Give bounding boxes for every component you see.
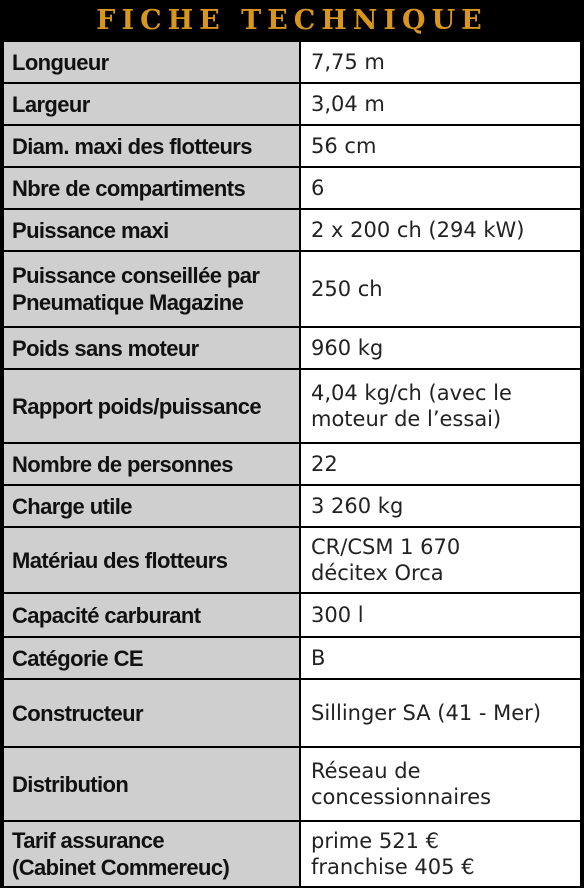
row-label: Puissance conseillée par Pneumatique Magazine — [3, 251, 300, 327]
row-value: 4,04 kg/ch (avec le moteur de l’essai) — [300, 369, 581, 443]
row-value: prime 521 € franchise 405 € — [300, 821, 581, 887]
spec-table — [2, 40, 582, 888]
row-label: Diam. maxi des flotteurs — [3, 125, 300, 167]
row-label: Nbre de compartiments — [3, 167, 300, 209]
row-value: 56 cm — [300, 125, 581, 167]
table-row — [3, 369, 581, 443]
table-row — [3, 327, 581, 369]
row-value: 3,04 m — [300, 83, 581, 125]
row-label: Catégorie CE — [3, 637, 300, 679]
table-row — [3, 251, 581, 327]
row-label: Constructeur — [3, 679, 300, 747]
row-label: Rapport poids/puissance — [3, 369, 300, 443]
table-row — [3, 593, 581, 637]
row-label: Capacité carburant — [3, 593, 300, 637]
row-value: 22 — [300, 443, 581, 485]
table-row — [3, 679, 581, 747]
table-row — [3, 167, 581, 209]
row-label: Puissance maxi — [3, 209, 300, 251]
row-label: Poids sans moteur — [3, 327, 300, 369]
row-value: Sillinger SA (41 - Mer) — [300, 679, 581, 747]
table-row — [3, 209, 581, 251]
row-value: 960 kg — [300, 327, 581, 369]
row-value: 2 x 200 ch (294 kW) — [300, 209, 581, 251]
row-label: Largeur — [3, 83, 300, 125]
row-label: Nombre de personnes — [3, 443, 300, 485]
row-label: Matériau des flotteurs — [3, 527, 300, 593]
row-value: 3 260 kg — [300, 485, 581, 527]
table-row — [3, 527, 581, 593]
table-row — [3, 83, 581, 125]
row-value: CR/CSM 1 670 décitex Orca — [300, 527, 581, 593]
row-value: 250 ch — [300, 251, 581, 327]
row-label: Tarif assurance (Cabinet Commereuc) — [3, 821, 300, 887]
table-row — [3, 637, 581, 679]
row-label: Longueur — [3, 41, 300, 83]
table-row — [3, 125, 581, 167]
row-label: Distribution — [3, 747, 300, 821]
row-value: 7,75 m — [300, 41, 581, 83]
row-label: Charge utile — [3, 485, 300, 527]
table-row — [3, 485, 581, 527]
table-row — [3, 821, 581, 887]
row-value: 300 l — [300, 593, 581, 637]
row-value: Réseau de concessionnaires — [300, 747, 581, 821]
table-row — [3, 443, 581, 485]
sheet-title: FICHE TECHNIQUE — [96, 5, 488, 36]
row-value: 6 — [300, 167, 581, 209]
table-row — [3, 747, 581, 821]
row-value: B — [300, 637, 581, 679]
table-row — [3, 41, 581, 83]
